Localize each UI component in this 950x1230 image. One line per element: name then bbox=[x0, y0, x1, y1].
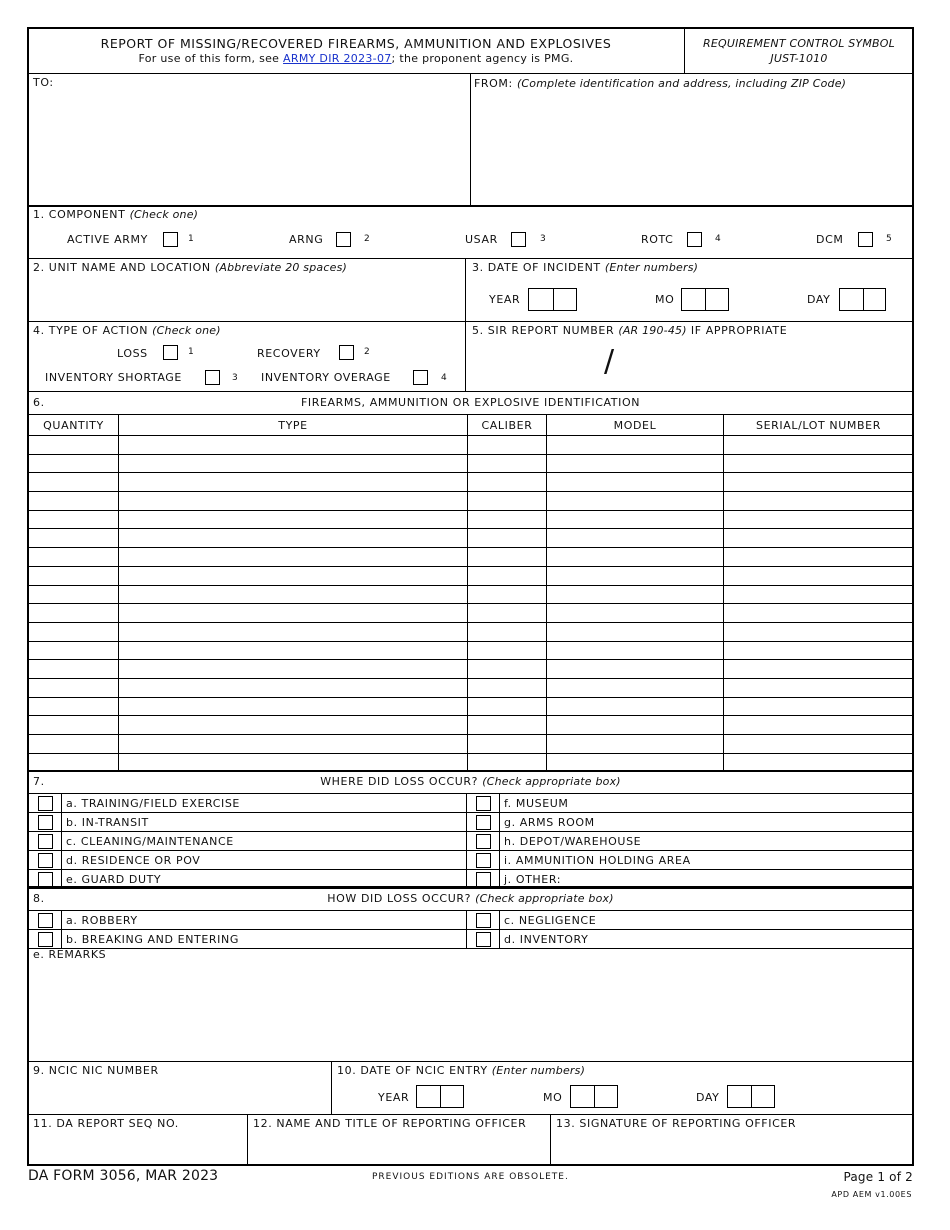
remarks-field[interactable] bbox=[30, 964, 910, 1058]
seq-label: 11. DA REPORT SEQ NO. bbox=[33, 1117, 179, 1130]
component-option-number: 3 bbox=[540, 234, 547, 244]
how-inventory-label: d. INVENTORY bbox=[500, 930, 914, 949]
divider bbox=[28, 770, 913, 772]
how-breaking-checkbox[interactable] bbox=[38, 932, 53, 947]
component-active-army-label: ACTIVE ARMY bbox=[67, 233, 148, 246]
table-cell-input[interactable] bbox=[547, 716, 724, 735]
action-recovery-checkbox[interactable] bbox=[339, 345, 354, 360]
table-cell-input[interactable] bbox=[724, 735, 914, 754]
where-arms-room-label: g. ARMS ROOM bbox=[500, 813, 914, 832]
table-cell-input[interactable] bbox=[29, 566, 119, 585]
table-cell-input[interactable] bbox=[29, 697, 119, 716]
divider bbox=[28, 391, 913, 392]
action-option-number: 2 bbox=[364, 347, 371, 357]
table-row bbox=[29, 566, 914, 585]
table-cell-input[interactable] bbox=[468, 566, 547, 585]
identification-number: 6. bbox=[33, 396, 45, 409]
table-cell-input[interactable] bbox=[547, 566, 724, 585]
editions-note: PREVIOUS EDITIONS ARE OBSOLETE. bbox=[372, 1172, 569, 1182]
table-cell-input[interactable] bbox=[119, 678, 468, 697]
version-label: APD AEM v1.00ES bbox=[831, 1190, 912, 1199]
where-in-transit-label: b. IN-TRANSIT bbox=[62, 813, 467, 832]
table-cell-input[interactable] bbox=[29, 604, 119, 623]
where-other-input[interactable] bbox=[564, 873, 908, 887]
where-ammo-area-checkbox[interactable] bbox=[476, 853, 491, 868]
divider bbox=[470, 73, 471, 206]
where-residence-checkbox[interactable] bbox=[38, 853, 53, 868]
where-depot-cell bbox=[467, 832, 500, 851]
table-cell-input[interactable] bbox=[724, 548, 914, 567]
table-cell-input[interactable] bbox=[724, 566, 914, 585]
where-guard-duty-label: e. GUARD DUTY bbox=[62, 870, 467, 889]
component-usar-checkbox[interactable] bbox=[511, 232, 526, 247]
divider bbox=[465, 258, 466, 391]
component-usar-label: USAR bbox=[465, 233, 498, 246]
table-cell-input[interactable] bbox=[468, 529, 547, 548]
component-option-number: 5 bbox=[886, 234, 893, 244]
incident-day-input[interactable] bbox=[839, 288, 886, 311]
how-inventory-checkbox[interactable] bbox=[476, 932, 491, 947]
table-cell-input[interactable] bbox=[724, 678, 914, 697]
component-dcm-checkbox[interactable] bbox=[858, 232, 873, 247]
table-cell-input[interactable] bbox=[119, 641, 468, 660]
where-training-label: a. TRAINING/FIELD EXERCISE bbox=[62, 794, 467, 813]
component-active-army-checkbox[interactable] bbox=[163, 232, 178, 247]
table-cell-input[interactable] bbox=[547, 660, 724, 679]
page-number: Page 1 of 2 bbox=[843, 1170, 913, 1184]
table-cell-input[interactable] bbox=[468, 660, 547, 679]
table-cell-input[interactable] bbox=[119, 660, 468, 679]
table-cell-input[interactable] bbox=[547, 529, 724, 548]
table-row bbox=[29, 585, 914, 604]
table-cell-input[interactable] bbox=[29, 492, 119, 511]
action-option-number: 4 bbox=[441, 373, 448, 383]
where-arms-room-checkbox[interactable] bbox=[476, 815, 491, 830]
table-cell-input[interactable] bbox=[468, 585, 547, 604]
action-option-number: 3 bbox=[232, 373, 239, 383]
component-option-number: 1 bbox=[188, 234, 195, 244]
table-cell-input[interactable] bbox=[724, 436, 914, 455]
action-recovery-label: RECOVERY bbox=[257, 347, 321, 360]
to-label: TO: bbox=[33, 76, 54, 89]
table-cell-input[interactable] bbox=[29, 436, 119, 455]
seq-field[interactable] bbox=[30, 1133, 244, 1163]
where-cleaning-checkbox[interactable] bbox=[38, 834, 53, 849]
ncic-field[interactable] bbox=[30, 1080, 328, 1112]
table-cell-input[interactable] bbox=[29, 735, 119, 754]
where-residence-cell bbox=[29, 851, 62, 870]
where-depot-label: h. DEPOT/WAREHOUSE bbox=[500, 832, 914, 851]
table-row bbox=[29, 622, 914, 641]
table-cell-input[interactable] bbox=[119, 492, 468, 511]
ncic-date-label: 10. DATE OF NCIC ENTRY (Enter numbers) bbox=[337, 1064, 586, 1077]
where-guard-duty-checkbox[interactable] bbox=[38, 872, 53, 887]
sir-label: 5. SIR REPORT NUMBER (AR 190-45) IF APPROPRIATE bbox=[472, 324, 788, 337]
table-row bbox=[29, 454, 914, 473]
table-cell-input[interactable] bbox=[468, 473, 547, 492]
divider bbox=[28, 1061, 913, 1062]
table-row bbox=[29, 660, 914, 679]
from-label: FROM: (Complete identification and address, including ZIP Code) bbox=[474, 77, 847, 90]
divider bbox=[28, 321, 913, 322]
table-row bbox=[29, 678, 914, 697]
table-cell-input[interactable] bbox=[547, 473, 724, 492]
signature-label: 13. SIGNATURE OF REPORTING OFFICER bbox=[556, 1117, 797, 1130]
ncic-label: 9. NCIC NIC NUMBER bbox=[33, 1064, 159, 1077]
unit-field[interactable] bbox=[30, 277, 462, 319]
table-row bbox=[29, 473, 914, 492]
table-cell-input[interactable] bbox=[119, 436, 468, 455]
table-cell-input[interactable] bbox=[119, 735, 468, 754]
table-cell-input[interactable] bbox=[29, 622, 119, 641]
table-cell-input[interactable] bbox=[724, 492, 914, 511]
where-cleaning-cell bbox=[29, 832, 62, 851]
component-rotc-checkbox[interactable] bbox=[687, 232, 702, 247]
component-rotc-label: ROTC bbox=[641, 233, 674, 246]
action-loss-checkbox[interactable] bbox=[163, 345, 178, 360]
incident-mo-label: MO bbox=[655, 293, 675, 306]
how-inventory-cell bbox=[467, 930, 500, 949]
where-museum-checkbox[interactable] bbox=[476, 796, 491, 811]
officer-field[interactable] bbox=[250, 1133, 547, 1163]
sir-slash: / bbox=[604, 344, 615, 379]
table-cell-input[interactable] bbox=[119, 473, 468, 492]
table-cell-input[interactable] bbox=[547, 604, 724, 623]
where-other-checkbox[interactable] bbox=[476, 872, 491, 887]
divider bbox=[28, 886, 913, 888]
action-option-number: 1 bbox=[188, 347, 195, 357]
action-inventory-overage-label: INVENTORY OVERAGE bbox=[261, 371, 391, 384]
table-cell-input[interactable] bbox=[547, 492, 724, 511]
ncic-day-input[interactable] bbox=[727, 1085, 775, 1108]
table-cell-input[interactable] bbox=[29, 473, 119, 492]
component-dcm-label: DCM bbox=[816, 233, 844, 246]
divider bbox=[28, 258, 913, 259]
table-cell-input[interactable] bbox=[119, 716, 468, 735]
sir-number-input[interactable] bbox=[470, 342, 910, 388]
table-cell-input[interactable] bbox=[468, 697, 547, 716]
table-cell-input[interactable] bbox=[468, 641, 547, 660]
ncic-day-label: DAY bbox=[696, 1091, 720, 1104]
action-inventory-overage-checkbox[interactable] bbox=[413, 370, 428, 385]
identification-table bbox=[28, 414, 914, 772]
signature-field[interactable] bbox=[553, 1133, 910, 1163]
where-training-checkbox[interactable] bbox=[38, 796, 53, 811]
component-arng-checkbox[interactable] bbox=[336, 232, 351, 247]
table-row bbox=[29, 510, 914, 529]
table-cell-input[interactable] bbox=[119, 510, 468, 529]
how-robbery-label: a. ROBBERY bbox=[62, 911, 467, 930]
table-cell-input[interactable] bbox=[724, 454, 914, 473]
how-breaking-cell bbox=[29, 930, 62, 949]
rcs-label: REQUIREMENT CONTROL SYMBOL bbox=[703, 37, 895, 50]
table-cell-input[interactable] bbox=[468, 678, 547, 697]
table-cell-input[interactable] bbox=[724, 604, 914, 623]
how-negligence-cell bbox=[467, 911, 500, 930]
divider bbox=[247, 1114, 248, 1165]
table-cell-input[interactable] bbox=[724, 660, 914, 679]
table-cell-input[interactable] bbox=[119, 585, 468, 604]
identification-title: FIREARMS, AMMUNITION OR EXPLOSIVE IDENTIFICATION bbox=[300, 396, 641, 409]
column-header: SERIAL/LOT NUMBER bbox=[724, 415, 914, 436]
where-in-transit-cell bbox=[29, 813, 62, 832]
table-cell-input[interactable] bbox=[468, 454, 547, 473]
table-cell-input[interactable] bbox=[119, 529, 468, 548]
column-header: CALIBER bbox=[468, 415, 547, 436]
table-cell-input[interactable] bbox=[724, 529, 914, 548]
table-cell-input[interactable] bbox=[29, 660, 119, 679]
action-inventory-shortage-label: INVENTORY SHORTAGE bbox=[45, 371, 182, 384]
unit-label: 2. UNIT NAME AND LOCATION (Abbreviate 20 spaces) bbox=[33, 261, 348, 274]
where-training-cell bbox=[29, 794, 62, 813]
table-cell-input[interactable] bbox=[468, 604, 547, 623]
table-row bbox=[29, 604, 914, 623]
table-cell-input[interactable] bbox=[724, 585, 914, 604]
component-label: 1. COMPONENT (Check one) bbox=[33, 208, 199, 221]
column-header: QUANTITY bbox=[29, 415, 119, 436]
table-row bbox=[29, 492, 914, 511]
form-id: DA FORM 3056, MAR 2023 bbox=[28, 1168, 219, 1184]
remarks-label: e. REMARKS bbox=[33, 948, 107, 961]
to-field[interactable] bbox=[30, 92, 466, 202]
army-dir-link[interactable]: ARMY DIR 2023-07 bbox=[283, 52, 392, 65]
how-breaking-label: b. BREAKING AND ENTERING bbox=[62, 930, 467, 949]
table-row bbox=[29, 716, 914, 735]
where-in-transit-checkbox[interactable] bbox=[38, 815, 53, 830]
from-field[interactable] bbox=[474, 94, 910, 202]
where-arms-room-cell bbox=[467, 813, 500, 832]
table-cell-input[interactable] bbox=[547, 735, 724, 754]
incident-mo-input[interactable] bbox=[681, 288, 729, 311]
where-depot-checkbox[interactable] bbox=[476, 834, 491, 849]
divider bbox=[331, 1061, 332, 1114]
how-negligence-checkbox[interactable] bbox=[476, 913, 491, 928]
table-cell-input[interactable] bbox=[468, 510, 547, 529]
where-ammo-area-label: i. AMMUNITION HOLDING AREA bbox=[500, 851, 914, 870]
table-cell-input[interactable] bbox=[29, 678, 119, 697]
incident-year-input[interactable] bbox=[528, 288, 577, 311]
table-cell-input[interactable] bbox=[468, 436, 547, 455]
how-number: 8. bbox=[33, 892, 45, 905]
table-cell-input[interactable] bbox=[547, 697, 724, 716]
column-header: TYPE bbox=[119, 415, 468, 436]
table-cell-input[interactable] bbox=[119, 622, 468, 641]
table-cell-input[interactable] bbox=[29, 641, 119, 660]
where-number: 7. bbox=[33, 775, 45, 788]
action-label: 4. TYPE OF ACTION (Check one) bbox=[33, 324, 221, 337]
table-cell-input[interactable] bbox=[119, 454, 468, 473]
table-cell-input[interactable] bbox=[29, 585, 119, 604]
table-row bbox=[29, 436, 914, 455]
incident-date-label: 3. DATE OF INCIDENT (Enter numbers) bbox=[472, 261, 699, 274]
table-row bbox=[29, 697, 914, 716]
table-cell-input[interactable] bbox=[119, 697, 468, 716]
table-cell-input[interactable] bbox=[468, 548, 547, 567]
component-option-number: 4 bbox=[715, 234, 722, 244]
where-other-label: j. OTHER: bbox=[504, 872, 562, 886]
action-loss-label: LOSS bbox=[117, 347, 148, 360]
how-robbery-checkbox[interactable] bbox=[38, 913, 53, 928]
component-arng-label: ARNG bbox=[289, 233, 324, 246]
where-museum-label: f. MUSEUM bbox=[500, 794, 914, 813]
table-cell-input[interactable] bbox=[29, 716, 119, 735]
table-cell-input[interactable] bbox=[29, 529, 119, 548]
table-cell-input[interactable] bbox=[724, 697, 914, 716]
form-usage: For use of this form, see ARMY DIR 2023-07; the proponent agency is PMG. bbox=[138, 52, 574, 65]
how-title: HOW DID LOSS OCCUR? (Check appropriate box) bbox=[327, 892, 614, 905]
incident-year-label: YEAR bbox=[489, 293, 521, 306]
divider bbox=[550, 1114, 551, 1165]
table-row bbox=[29, 735, 914, 754]
incident-day-label: DAY bbox=[807, 293, 831, 306]
action-inventory-shortage-checkbox[interactable] bbox=[205, 370, 220, 385]
table-cell-input[interactable] bbox=[468, 735, 547, 754]
table-cell-input[interactable] bbox=[29, 548, 119, 567]
where-title: WHERE DID LOSS OCCUR? (Check appropriate box) bbox=[320, 775, 621, 788]
where-ammo-area-cell bbox=[467, 851, 500, 870]
where-residence-label: d. RESIDENCE OR POV bbox=[62, 851, 467, 870]
table-cell-input[interactable] bbox=[468, 492, 547, 511]
how-negligence-label: c. NEGLIGENCE bbox=[500, 911, 914, 930]
component-option-number: 2 bbox=[364, 234, 371, 244]
ncic-mo-input[interactable] bbox=[570, 1085, 618, 1108]
table-cell-input[interactable] bbox=[724, 622, 914, 641]
table-cell-input[interactable] bbox=[547, 510, 724, 529]
ncic-year-input[interactable] bbox=[416, 1085, 464, 1108]
ncic-mo-label: MO bbox=[543, 1091, 563, 1104]
table-cell-input[interactable] bbox=[547, 548, 724, 567]
table-cell-input[interactable] bbox=[547, 585, 724, 604]
table-cell-input[interactable] bbox=[724, 473, 914, 492]
table-cell-input[interactable] bbox=[547, 436, 724, 455]
table-cell-input[interactable] bbox=[724, 716, 914, 735]
table-cell-input[interactable] bbox=[119, 604, 468, 623]
divider bbox=[684, 28, 685, 73]
divider bbox=[28, 1114, 913, 1115]
table-cell-input[interactable] bbox=[29, 510, 119, 529]
table-cell-input[interactable] bbox=[724, 510, 914, 529]
where-table bbox=[28, 793, 914, 889]
table-cell-input[interactable] bbox=[119, 548, 468, 567]
officer-label: 12. NAME AND TITLE OF REPORTING OFFICER bbox=[253, 1117, 527, 1130]
where-museum-cell bbox=[467, 794, 500, 813]
how-table bbox=[28, 910, 914, 949]
table-cell-input[interactable] bbox=[547, 454, 724, 473]
form-title: REPORT OF MISSING/RECOVERED FIREARMS, AMMUNITION AND EXPLOSIVES bbox=[100, 36, 612, 51]
table-row bbox=[29, 529, 914, 548]
ncic-year-label: YEAR bbox=[378, 1091, 410, 1104]
table-row bbox=[29, 548, 914, 567]
table-cell-input[interactable] bbox=[724, 641, 914, 660]
table-cell-input[interactable] bbox=[29, 454, 119, 473]
table-cell-input[interactable] bbox=[468, 716, 547, 735]
where-cleaning-label: c. CLEANING/MAINTENANCE bbox=[62, 832, 467, 851]
how-robbery-cell bbox=[29, 911, 62, 930]
column-header: MODEL bbox=[547, 415, 724, 436]
table-cell-input[interactable] bbox=[547, 622, 724, 641]
rcs-value: JUST-1010 bbox=[770, 52, 828, 65]
table-cell-input[interactable] bbox=[547, 641, 724, 660]
table-cell-input[interactable] bbox=[468, 622, 547, 641]
table-row bbox=[29, 641, 914, 660]
table-cell-input[interactable] bbox=[119, 566, 468, 585]
table-cell-input[interactable] bbox=[547, 678, 724, 697]
